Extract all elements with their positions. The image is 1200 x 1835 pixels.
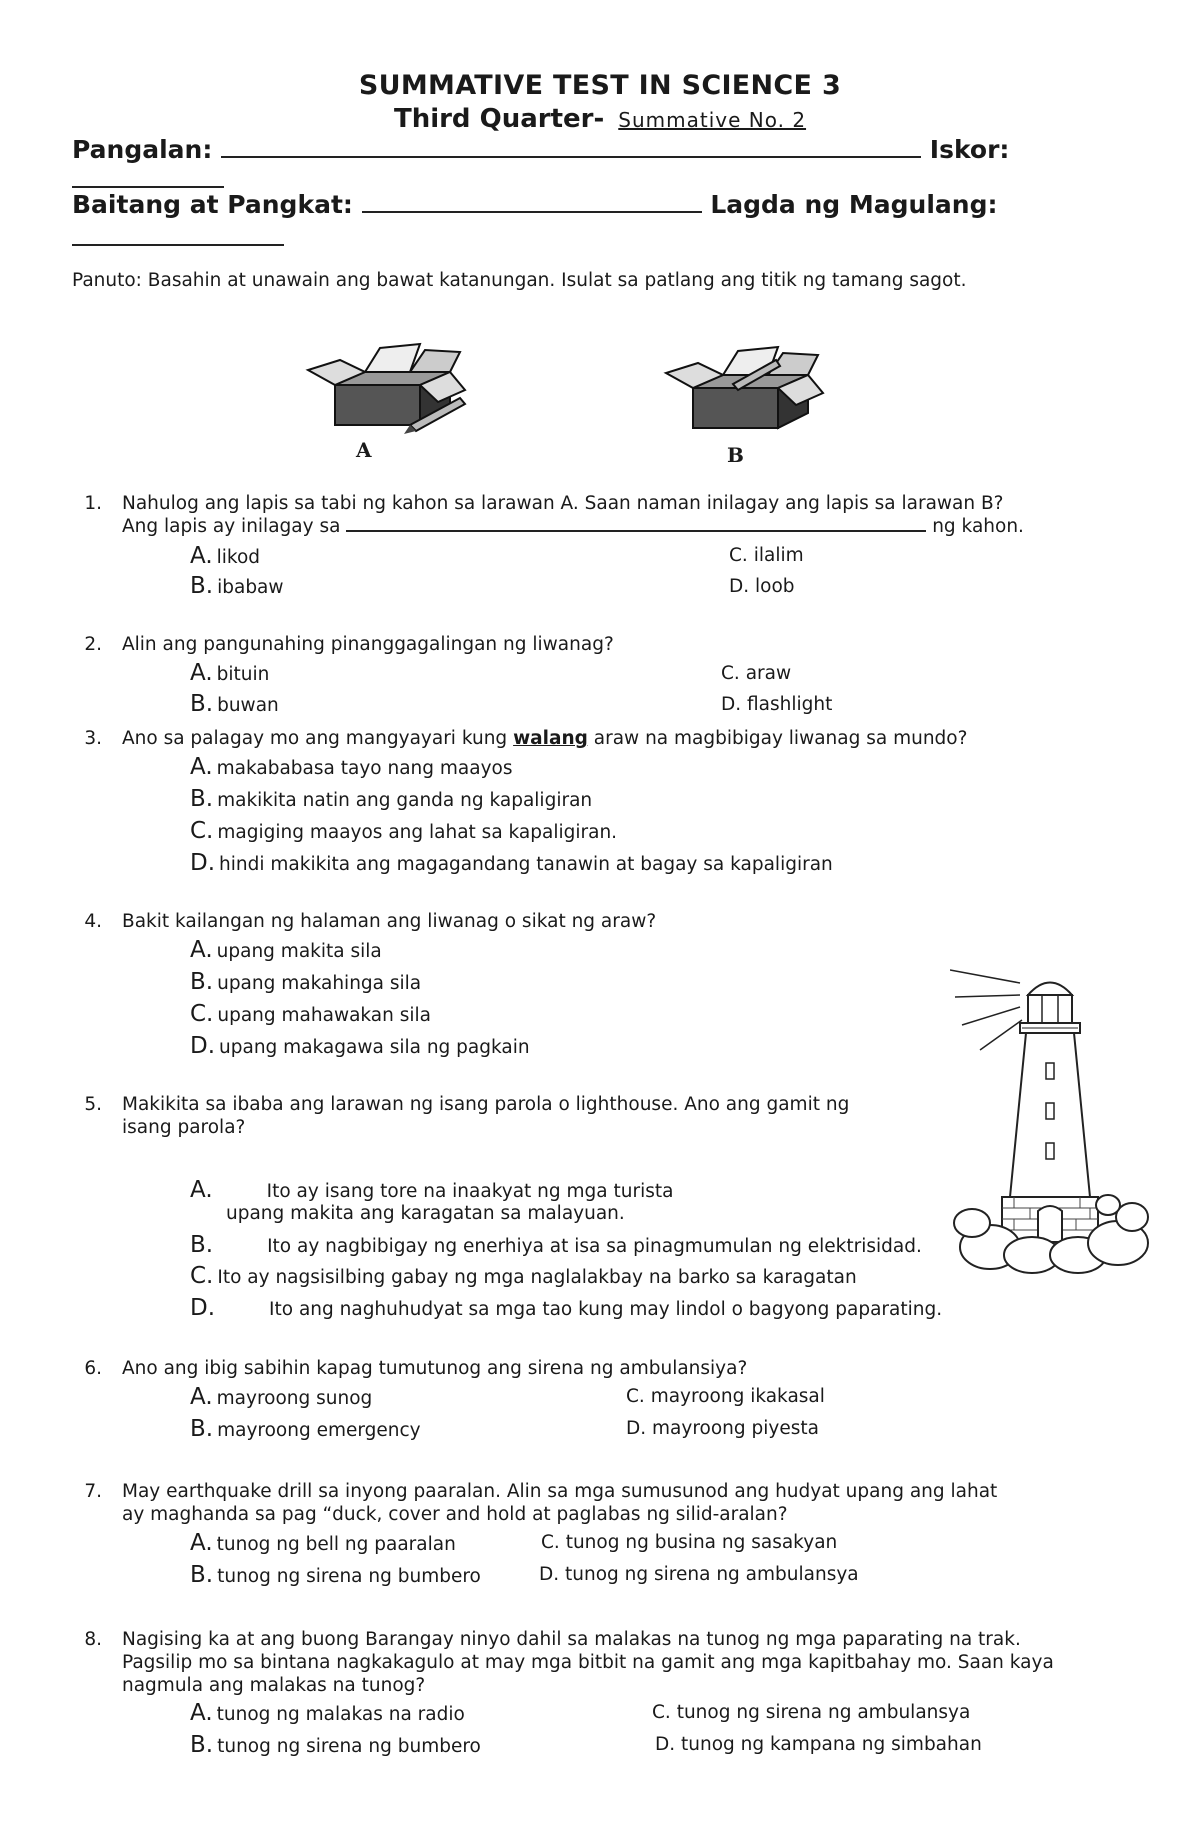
question-number: 6. (84, 1358, 102, 1379)
option-letter: C. (729, 545, 748, 566)
question-text-line: Pagsilip mo sa bintana nagkakagulo at may mga bitbit na gamit ang mga kapitbahay mo. Saan kaya (122, 1652, 1054, 1673)
option-text: upang makita sila (216, 941, 382, 962)
option-text: mayroong ikakasal (650, 1386, 825, 1407)
option-a[interactable] (190, 1700, 465, 1726)
option-letter: A. (190, 543, 213, 569)
option-a[interactable] (190, 937, 382, 963)
option-letter: A. (190, 660, 213, 686)
option-c[interactable] (541, 1532, 837, 1553)
option-c[interactable] (190, 818, 617, 844)
option-letter: B. (190, 1416, 214, 1442)
question-4 (72, 910, 1132, 933)
option-letter: B. (190, 1562, 214, 1588)
option-d[interactable] (721, 694, 832, 715)
question-text-line: May earthquake drill sa inyong paaralan. Alin sa mga sumusunod ang hudyat upang ang lahat (122, 1481, 998, 1502)
option-a-continued: upang makita ang karagatan sa malayuan. (226, 1203, 625, 1224)
option-text: upang mahawakan sila (217, 1005, 432, 1026)
option-a[interactable] (190, 1384, 372, 1410)
option-letter: B. (190, 573, 214, 599)
option-letter: C. (626, 1386, 645, 1407)
question-text-line: ay maghanda sa pag “duck, cover and hold at paglabas ng silid-aralan? (122, 1504, 788, 1525)
option-b[interactable] (190, 1416, 421, 1442)
question-number: 1. (84, 493, 102, 514)
option-c[interactable] (652, 1702, 970, 1723)
option-c[interactable] (190, 1001, 431, 1027)
question-text: Bakit kailangan ng halaman ang liwanag o sikat ng araw? (122, 911, 657, 932)
option-text: tunog ng busina ng sasakyan (565, 1532, 838, 1553)
option-letter: B. (190, 786, 214, 812)
option-text: Ito ay isang tore na inaakyat ng mga turista (266, 1181, 674, 1202)
option-letter: C. (190, 1001, 214, 1027)
option-text: Ito ay nagsisilbing gabay ng mga naglalakbay na barko sa karagatan (217, 1267, 857, 1288)
question-number: 7. (84, 1481, 102, 1502)
option-b[interactable] (190, 1232, 922, 1258)
option-letter: D. (190, 850, 216, 876)
option-text: buwan (217, 695, 279, 716)
option-text: araw (745, 663, 792, 684)
option-text: tunog ng kampana ng simbahan (681, 1734, 982, 1755)
option-a[interactable] (190, 1530, 456, 1556)
option-a[interactable] (190, 754, 513, 780)
option-text: makababasa tayo nang maayos (216, 758, 513, 779)
instructions: Panuto: Basahin at unawain ang bawat katanungan. Isulat sa patlang ang titik ng tamang sagot. (72, 270, 967, 291)
question-8 (72, 1628, 1152, 1697)
fill-suffix: ng kahon. (932, 516, 1024, 537)
question-text-line: Nagising ka at ang buong Barangay ninyo dahil sa malakas na tunog ng mga paparating na trak. (122, 1629, 1021, 1650)
name-blank[interactable] (221, 156, 921, 158)
grade-blank[interactable] (362, 211, 702, 213)
option-letter: B. (190, 691, 214, 717)
option-text: bituin (216, 664, 270, 685)
parent-sign-label: Lagda ng Magulang: (710, 190, 998, 219)
quarter-label: Third Quarter- (393, 104, 605, 134)
option-text: tunog ng sirena ng bumbero (217, 1736, 481, 1757)
grade-row (72, 190, 1152, 219)
answer-blank[interactable] (346, 530, 926, 532)
option-text: flashlight (747, 694, 833, 715)
question-6 (72, 1357, 1132, 1380)
question-7 (72, 1480, 1132, 1526)
question-text: Alin ang pangunahing pinanggagalingan ng liwanag? (122, 634, 614, 655)
score-label: Iskor: (929, 135, 1010, 164)
question-text-emphasis: walang (513, 728, 588, 749)
option-letter: A. (190, 754, 213, 780)
question-text-line: nagmula ang malakas na tunog? (122, 1675, 426, 1696)
option-letter: D. (539, 1564, 560, 1585)
option-letter: A. (190, 1700, 213, 1726)
option-c[interactable] (626, 1386, 825, 1407)
score-blank[interactable] (72, 186, 224, 188)
option-text: upang makahinga sila (217, 973, 422, 994)
option-text: tunog ng sirena ng bumbero (217, 1566, 481, 1587)
name-row (72, 135, 1152, 164)
option-letter: C. (652, 1702, 671, 1723)
option-text: loob (755, 576, 795, 597)
question-text: Nahulog ang lapis sa tabi ng kahon sa larawan A. Saan naman inilagay ang lapis sa larawan B? (122, 493, 1004, 514)
question-1 (72, 492, 1132, 538)
option-letter: B. (190, 969, 214, 995)
figure-label-b: B (727, 443, 744, 467)
option-a[interactable] (190, 660, 269, 686)
option-b[interactable] (190, 786, 592, 812)
option-letter: D. (721, 694, 742, 715)
option-letter: C. (190, 818, 214, 844)
option-b[interactable] (190, 1562, 481, 1588)
name-label: Pangalan: (72, 135, 213, 164)
question-text-fill (122, 515, 1132, 538)
question-text-pre: Ano sa palagay mo ang mangyayari kung (122, 728, 508, 749)
option-letter: C. (721, 663, 740, 684)
option-d[interactable] (729, 576, 795, 597)
option-b[interactable] (190, 969, 421, 995)
option-d[interactable] (190, 850, 833, 876)
option-d[interactable] (190, 1033, 530, 1059)
option-d[interactable] (190, 1295, 942, 1321)
question-text (122, 727, 1132, 750)
option-letter: D. (655, 1734, 676, 1755)
option-text: makikita natin ang ganda ng kapaligiran (217, 790, 593, 811)
option-text: magiging maayos ang lahat sa kapaligiran. (217, 822, 618, 843)
option-letter: D. (190, 1033, 216, 1059)
quarter-subtitle (0, 104, 1200, 134)
option-letter: C. (541, 1532, 560, 1553)
question-number: 5. (84, 1094, 102, 1115)
option-letter: A. (190, 937, 213, 963)
option-letter: A. (190, 1530, 213, 1556)
option-letter: D. (626, 1418, 647, 1439)
parent-sign-blank[interactable] (72, 244, 284, 246)
option-c[interactable] (190, 1263, 857, 1289)
question-text: Ano ang ibig sabihin kapag tumutunog ang sirena ng ambulansiya? (122, 1358, 748, 1379)
option-c[interactable] (721, 663, 791, 684)
option-text: Ito ang naghuhudyat sa mga tao kung may lindol o bagyong paparating. (269, 1299, 943, 1320)
option-text: mayroong sunog (216, 1388, 373, 1409)
option-text: Ito ay nagbibigay ng enerhiya at isa sa pinagmumulan ng elektrisidad. (267, 1236, 922, 1257)
option-c[interactable] (729, 545, 804, 566)
option-text: tunog ng sirena ng ambulansya (565, 1564, 859, 1585)
page-title: SUMMATIVE TEST IN SCIENCE 3 (358, 70, 842, 101)
question-number: 8. (84, 1629, 102, 1650)
option-a[interactable] (190, 1177, 673, 1203)
option-letter: A. (190, 1384, 213, 1410)
summative-number: Summative No. 2 (618, 108, 807, 132)
option-d[interactable] (539, 1564, 859, 1585)
option-b[interactable] (190, 573, 284, 599)
option-b[interactable] (190, 1732, 481, 1758)
option-text: ilalim (753, 545, 804, 566)
question-number: 2. (84, 634, 102, 655)
option-text: likod (216, 547, 261, 568)
box-pencil-inside-image (658, 338, 828, 438)
option-a[interactable] (190, 543, 260, 569)
question-text-line: Makikita sa ibaba ang larawan ng isang parola o lighthouse. Ano ang gamit ng (122, 1094, 850, 1115)
option-d[interactable] (626, 1418, 819, 1439)
option-text: tunog ng bell ng paaralan (216, 1534, 456, 1555)
question-5 (72, 1093, 1132, 1139)
question-2 (72, 633, 1132, 656)
question-3 (72, 727, 1132, 750)
figure-label-a: A (356, 438, 372, 462)
option-text: mayroong emergency (217, 1420, 421, 1441)
question-text-post: araw na magbibigay liwanag sa mundo? (593, 728, 968, 749)
option-text: ibabaw (217, 577, 284, 598)
question-number: 4. (84, 911, 102, 932)
option-letter: C. (190, 1263, 214, 1289)
option-d[interactable] (655, 1734, 982, 1755)
question-number: 3. (84, 728, 102, 749)
option-text: hindi makikita ang magagandang tanawin at bagay sa kapaligiran (219, 854, 833, 875)
option-text: tunog ng malakas na radio (216, 1704, 465, 1725)
option-letter: D. (729, 576, 750, 597)
option-b[interactable] (190, 691, 279, 717)
grade-label: Baitang at Pangkat: (72, 190, 353, 219)
option-letter: A. (190, 1177, 213, 1203)
option-text: upang makagawa sila ng pagkain (219, 1037, 530, 1058)
option-text: tunog ng sirena ng ambulansya (676, 1702, 971, 1723)
option-text: mayroong piyesta (652, 1418, 819, 1439)
option-letter: D. (190, 1295, 216, 1321)
option-letter: B. (190, 1732, 214, 1758)
option-letter: B. (190, 1232, 214, 1258)
fill-prefix: Ang lapis ay inilagay sa (122, 516, 341, 537)
box-pencil-beside-image (300, 330, 470, 440)
question-text-line: isang parola? (122, 1117, 246, 1138)
